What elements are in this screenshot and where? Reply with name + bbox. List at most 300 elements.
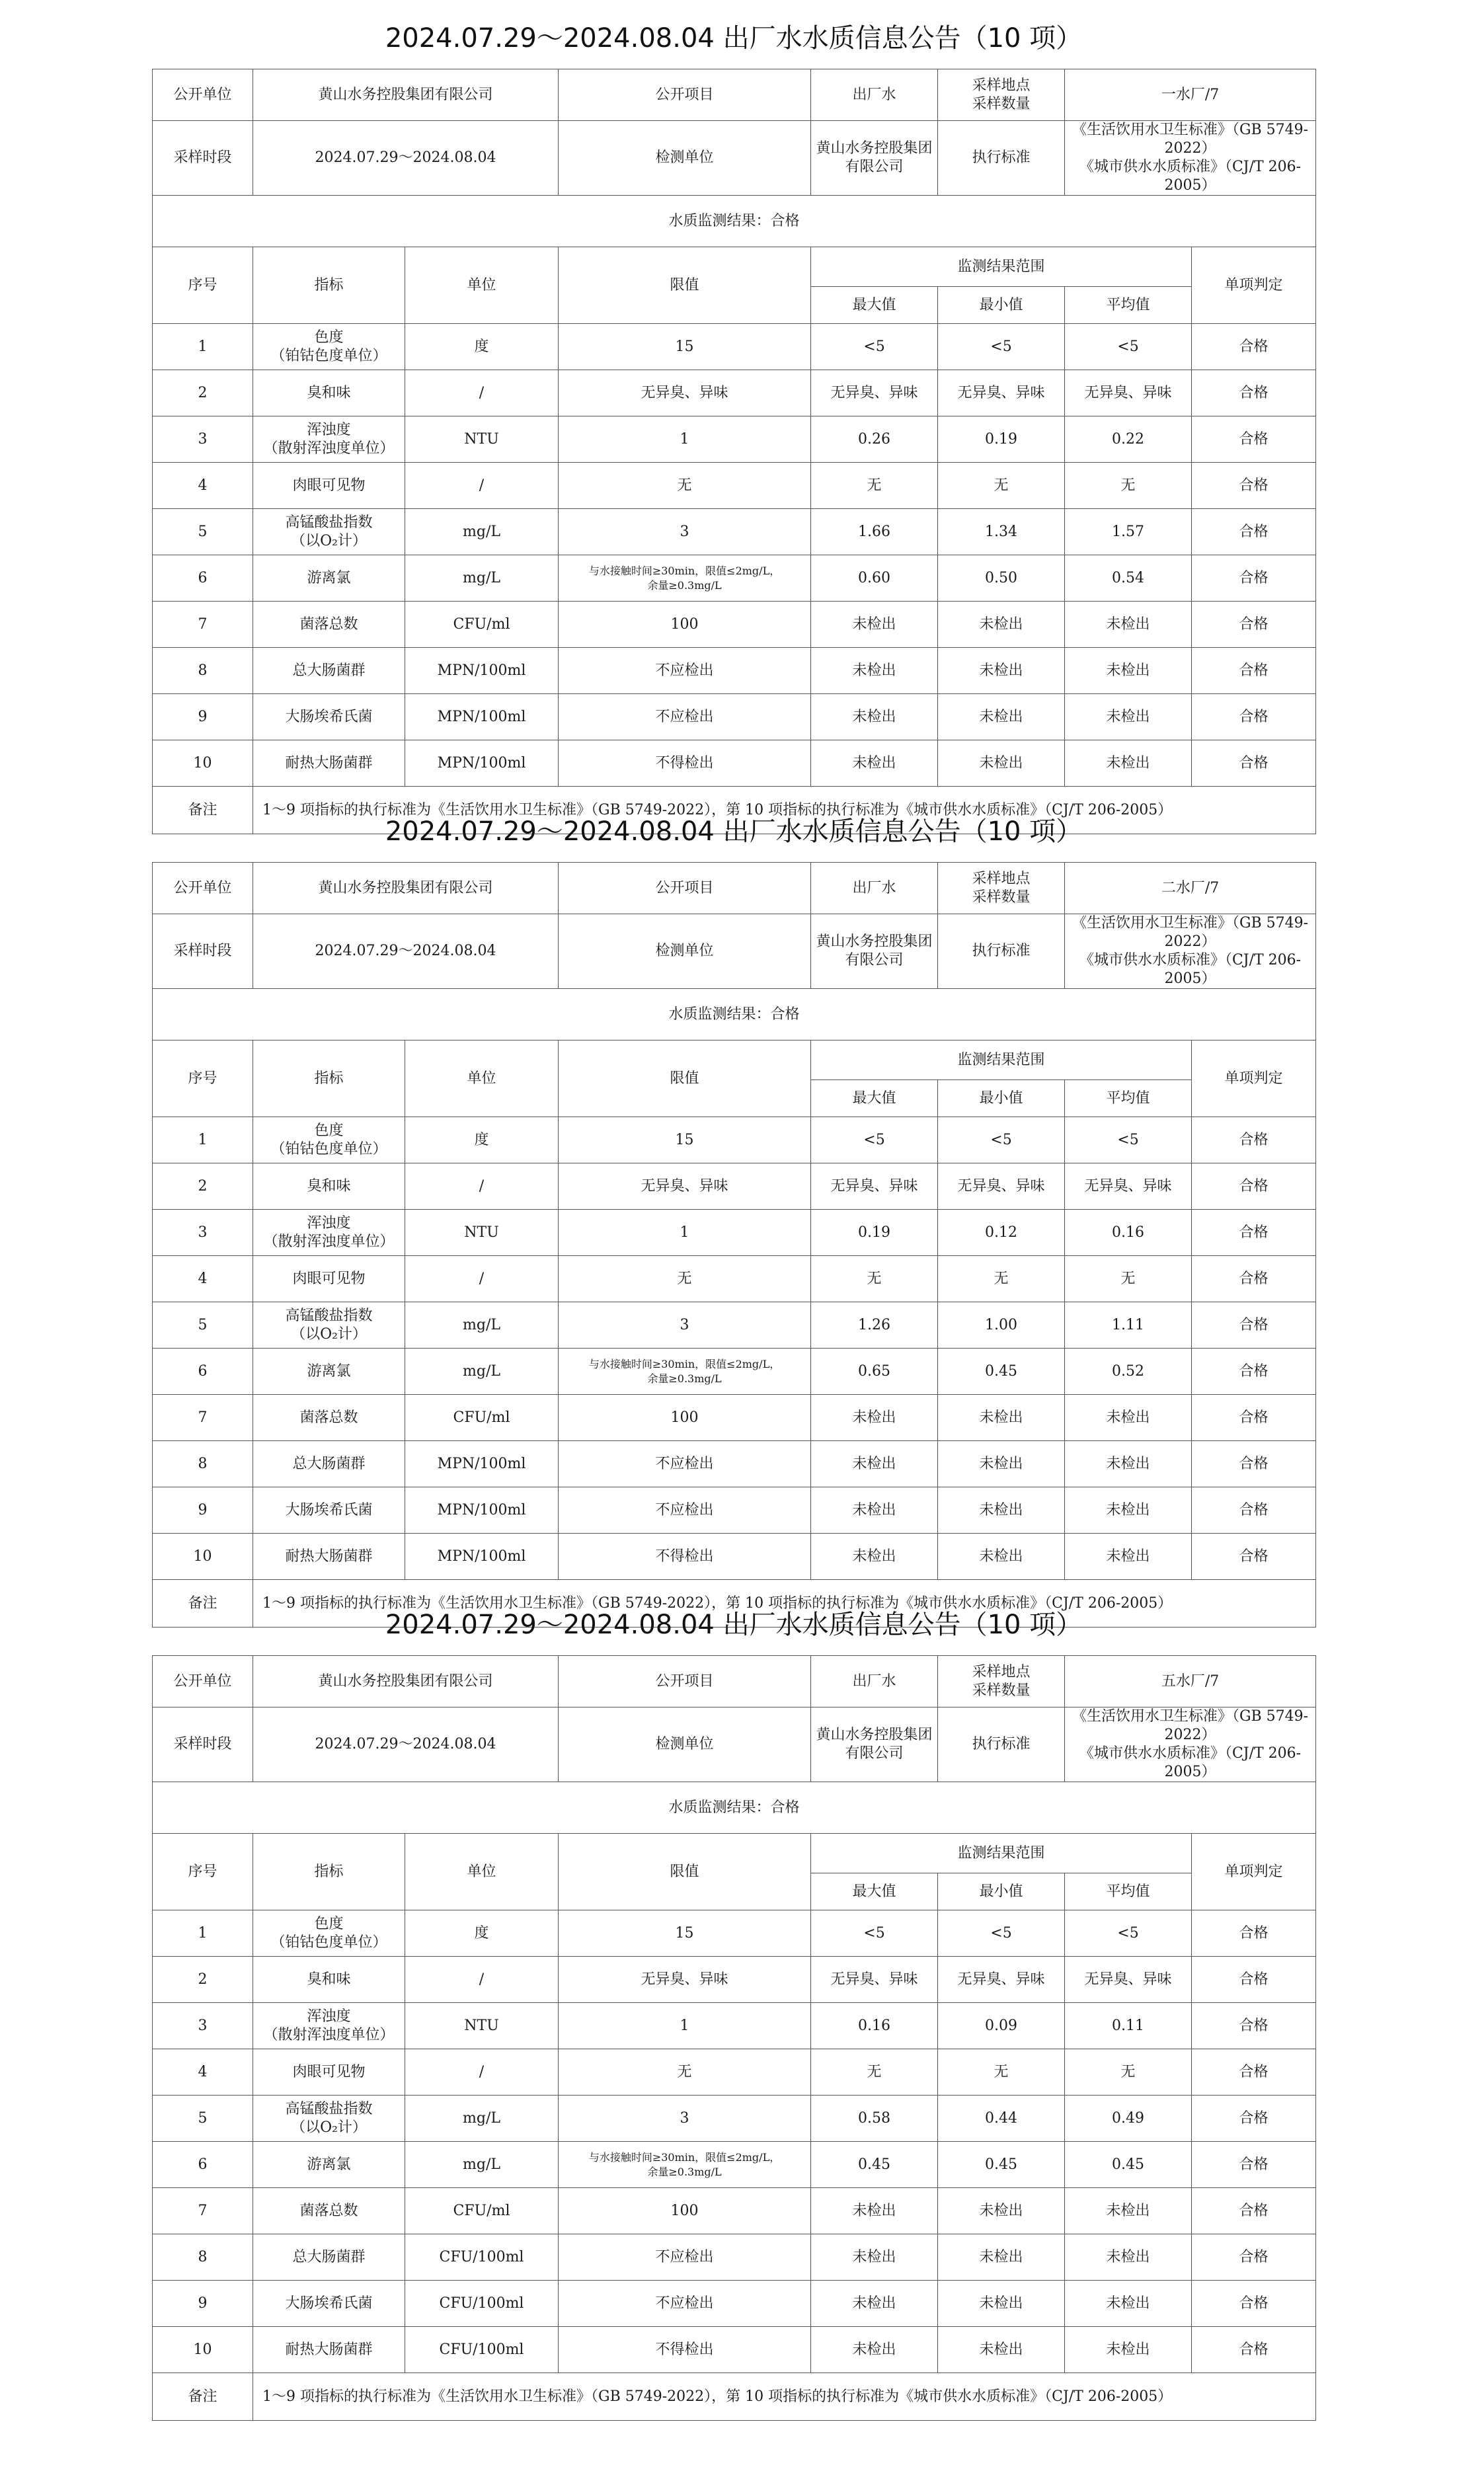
indicator-name: 浑浊度 bbox=[307, 2008, 351, 2025]
unit-cell: mg/L bbox=[405, 2096, 559, 2142]
max-value: 无异臭、异味 bbox=[811, 1957, 938, 2003]
row-index: 1 bbox=[153, 1910, 253, 1957]
limit-value: 15 bbox=[675, 338, 694, 355]
min-value: 0.09 bbox=[938, 2003, 1065, 2049]
limit-cell bbox=[559, 416, 811, 463]
limit-value: 3 bbox=[680, 523, 689, 540]
verdict: 合格 bbox=[1192, 2142, 1316, 2188]
indicator-name: 游离氯 bbox=[307, 1362, 351, 1380]
indicator-name: 总大肠菌群 bbox=[292, 2248, 366, 2265]
indicator-unit-note: （散射浑浊度单位） bbox=[263, 1233, 395, 1250]
period-label: 采样时段 bbox=[153, 1707, 253, 1782]
indicator-unit-note: （铂钴色度单位） bbox=[270, 1934, 387, 1951]
min-value: 1.00 bbox=[938, 1302, 1065, 1349]
table-row bbox=[153, 1395, 1316, 1441]
limit-cell bbox=[559, 1117, 811, 1163]
col-range: 监测结果范围 bbox=[811, 247, 1192, 287]
table-row bbox=[153, 2188, 1316, 2234]
min-value: 1.34 bbox=[938, 509, 1065, 555]
verdict: 合格 bbox=[1192, 2327, 1316, 2373]
test-unit-value: 黄山水务控股集团有限公司 bbox=[811, 1707, 938, 1782]
avg-value: 1.11 bbox=[1065, 1302, 1192, 1349]
max-value: 0.16 bbox=[811, 2003, 938, 2049]
publish-item-value: 出厂水 bbox=[811, 1656, 938, 1707]
publish-unit-value: 黄山水务控股集团有限公司 bbox=[253, 863, 559, 914]
publish-unit-label: 公开单位 bbox=[153, 1656, 253, 1707]
publish-unit-label: 公开单位 bbox=[153, 69, 253, 121]
limit-cell bbox=[559, 1395, 811, 1441]
row-index: 3 bbox=[153, 1210, 253, 1256]
limit-value: 与水接触时间≥30min，限值≤2mg/L， bbox=[588, 1357, 781, 1370]
table-row bbox=[153, 2327, 1316, 2373]
unit-cell: CFU/ml bbox=[405, 1395, 559, 1441]
limit-value: 1 bbox=[680, 1224, 689, 1241]
row-index: 9 bbox=[153, 694, 253, 740]
limit-cell bbox=[559, 740, 811, 787]
unit-cell: mg/L bbox=[405, 1349, 559, 1395]
remark-label: 备注 bbox=[153, 2373, 253, 2421]
unit-cell: 度 bbox=[405, 324, 559, 370]
max-value: 0.65 bbox=[811, 1349, 938, 1395]
result-row bbox=[153, 989, 1316, 1040]
indicator-name: 肉眼可见物 bbox=[292, 2063, 366, 2080]
verdict: 合格 bbox=[1192, 1302, 1316, 1349]
table-row bbox=[153, 648, 1316, 694]
row-index: 4 bbox=[153, 1256, 253, 1302]
col-indicator: 指标 bbox=[253, 247, 405, 324]
row-index: 7 bbox=[153, 602, 253, 648]
indicator-cell bbox=[253, 2234, 405, 2281]
indicator-cell bbox=[253, 1349, 405, 1395]
avg-value: <5 bbox=[1065, 1117, 1192, 1163]
max-value: 未检出 bbox=[811, 1395, 938, 1441]
period-value: 2024.07.29～2024.08.04 bbox=[253, 1707, 559, 1782]
col-min: 最小值 bbox=[938, 287, 1065, 324]
verdict: 合格 bbox=[1192, 2096, 1316, 2142]
header-row-period bbox=[153, 1707, 1316, 1782]
table-row bbox=[153, 1117, 1316, 1163]
column-header-row bbox=[153, 247, 1316, 287]
publish-item-value: 出厂水 bbox=[811, 863, 938, 914]
avg-value: 未检出 bbox=[1065, 602, 1192, 648]
table-row bbox=[153, 370, 1316, 416]
col-verdict: 单项判定 bbox=[1192, 1834, 1316, 1910]
limit-value: 不应检出 bbox=[655, 1455, 714, 1472]
min-value: 0.50 bbox=[938, 555, 1065, 602]
period-value: 2024.07.29～2024.08.04 bbox=[253, 121, 559, 196]
avg-value: <5 bbox=[1065, 324, 1192, 370]
limit-cell bbox=[559, 1163, 811, 1210]
remark-text: 1～9 项指标的执行标准为《生活饮用水卫生标准》（GB 5749-2022），第 10 项指标的执行标准为《城市供水水质标准》（CJ/T 206-2005） bbox=[253, 1580, 1316, 1628]
verdict: 合格 bbox=[1192, 463, 1316, 509]
min-value: 0.45 bbox=[938, 2142, 1065, 2188]
max-value: <5 bbox=[811, 1910, 938, 1957]
verdict: 合格 bbox=[1192, 648, 1316, 694]
avg-value: 未检出 bbox=[1065, 694, 1192, 740]
max-value: 无异臭、异味 bbox=[811, 1163, 938, 1210]
limit-value: 100 bbox=[670, 2202, 699, 2219]
row-index: 6 bbox=[153, 555, 253, 602]
column-header-row bbox=[153, 1040, 1316, 1080]
min-value: 无异臭、异味 bbox=[938, 1163, 1065, 1210]
indicator-cell bbox=[253, 1302, 405, 1349]
col-range: 监测结果范围 bbox=[811, 1834, 1192, 1873]
min-value: 无 bbox=[938, 463, 1065, 509]
avg-value: 未检出 bbox=[1065, 2281, 1192, 2327]
sample-value: 五水厂/7 bbox=[1065, 1656, 1316, 1707]
min-value: 未检出 bbox=[938, 1487, 1065, 1534]
unit-cell: MPN/100ml bbox=[405, 740, 559, 787]
min-value: 未检出 bbox=[938, 1395, 1065, 1441]
min-value: 0.19 bbox=[938, 416, 1065, 463]
indicator-cell bbox=[253, 1163, 405, 1210]
max-value: 无 bbox=[811, 2049, 938, 2096]
verdict: 合格 bbox=[1192, 1395, 1316, 1441]
unit-cell: NTU bbox=[405, 2003, 559, 2049]
limit-value: 15 bbox=[675, 1924, 694, 1941]
indicator-name: 臭和味 bbox=[307, 1177, 351, 1195]
col-indicator: 指标 bbox=[253, 1040, 405, 1117]
col-limit: 限值 bbox=[559, 1040, 811, 1117]
col-avg: 平均值 bbox=[1065, 1080, 1192, 1117]
unit-cell: / bbox=[405, 463, 559, 509]
row-index: 8 bbox=[153, 2234, 253, 2281]
table-row bbox=[153, 1957, 1316, 2003]
limit-cell bbox=[559, 2234, 811, 2281]
unit-cell: / bbox=[405, 2049, 559, 2096]
remark-text: 1～9 项指标的执行标准为《生活饮用水卫生标准》（GB 5749-2022），第 10 项指标的执行标准为《城市供水水质标准》（CJ/T 206-2005） bbox=[253, 787, 1316, 834]
indicator-unit-note: （铂钴色度单位） bbox=[270, 347, 387, 364]
indicator-cell bbox=[253, 1441, 405, 1487]
col-avg: 平均值 bbox=[1065, 287, 1192, 324]
report-title: 2024.07.29～2024.08.04 出厂水水质信息公告（10 项） bbox=[385, 23, 1083, 54]
verdict: 合格 bbox=[1192, 324, 1316, 370]
unit-cell: mg/L bbox=[405, 2142, 559, 2188]
period-label: 采样时段 bbox=[153, 121, 253, 196]
min-value: 未检出 bbox=[938, 602, 1065, 648]
row-index: 8 bbox=[153, 648, 253, 694]
indicator-cell bbox=[253, 1910, 405, 1957]
indicator-cell bbox=[253, 1395, 405, 1441]
limit-value: 与水接触时间≥30min，限值≤2mg/L， bbox=[588, 564, 781, 577]
min-value: 未检出 bbox=[938, 740, 1065, 787]
limit-cell bbox=[559, 2003, 811, 2049]
max-value: 未检出 bbox=[811, 648, 938, 694]
verdict: 合格 bbox=[1192, 555, 1316, 602]
limit-value: 不得检出 bbox=[655, 2341, 714, 2358]
result-row bbox=[153, 1782, 1316, 1834]
max-value: 未检出 bbox=[811, 694, 938, 740]
col-avg: 平均值 bbox=[1065, 1873, 1192, 1910]
publish-unit-value: 黄山水务控股集团有限公司 bbox=[253, 69, 559, 121]
indicator-name: 耐热大肠菌群 bbox=[285, 1548, 373, 1565]
indicator-cell bbox=[253, 370, 405, 416]
limit-cell bbox=[559, 2142, 811, 2188]
col-index: 序号 bbox=[153, 1834, 253, 1910]
result-row bbox=[153, 196, 1316, 247]
limit-cell bbox=[559, 648, 811, 694]
table-row bbox=[153, 1910, 1316, 1957]
avg-value: 0.16 bbox=[1065, 1210, 1192, 1256]
indicator-name: 高锰酸盐指数 bbox=[285, 514, 373, 531]
limit-value: 不应检出 bbox=[655, 1501, 714, 1518]
row-index: 4 bbox=[153, 2049, 253, 2096]
verdict: 合格 bbox=[1192, 2281, 1316, 2327]
limit-value: 3 bbox=[680, 2109, 689, 2127]
limit-value: 无 bbox=[677, 2063, 692, 2080]
verdict: 合格 bbox=[1192, 416, 1316, 463]
monitoring-result: 水质监测结果：合格 bbox=[153, 196, 1316, 247]
indicator-cell bbox=[253, 1957, 405, 2003]
verdict: 合格 bbox=[1192, 1117, 1316, 1163]
verdict: 合格 bbox=[1192, 1163, 1316, 1210]
table-row bbox=[153, 416, 1316, 463]
unit-cell: mg/L bbox=[405, 1302, 559, 1349]
indicator-name: 浑浊度 bbox=[307, 1214, 351, 1232]
indicator-name: 耐热大肠菌群 bbox=[285, 754, 373, 771]
standard-value: 《生活饮用水卫生标准》（GB 5749-2022） 《城市供水水质标准》（CJ/T 206-2005） bbox=[1065, 914, 1316, 989]
indicator-cell bbox=[253, 1487, 405, 1534]
max-value: 未检出 bbox=[811, 740, 938, 787]
max-value: 无异臭、异味 bbox=[811, 370, 938, 416]
monitoring-result: 水质监测结果：合格 bbox=[153, 989, 1316, 1040]
limit-cell bbox=[559, 2049, 811, 2096]
unit-cell: / bbox=[405, 370, 559, 416]
limit-cell bbox=[559, 555, 811, 602]
col-max: 最大值 bbox=[811, 1080, 938, 1117]
avg-value: 0.22 bbox=[1065, 416, 1192, 463]
row-index: 9 bbox=[153, 2281, 253, 2327]
indicator-cell bbox=[253, 1256, 405, 1302]
table-row bbox=[153, 2281, 1316, 2327]
table-row bbox=[153, 1349, 1316, 1395]
table-row bbox=[153, 2096, 1316, 2142]
limit-cell bbox=[559, 2281, 811, 2327]
min-value: 无 bbox=[938, 1256, 1065, 1302]
col-unit: 单位 bbox=[405, 1040, 559, 1117]
table-row bbox=[153, 2234, 1316, 2281]
unit-cell: MPN/100ml bbox=[405, 648, 559, 694]
col-verdict: 单项判定 bbox=[1192, 247, 1316, 324]
avg-value: 未检出 bbox=[1065, 1534, 1192, 1580]
row-index: 6 bbox=[153, 2142, 253, 2188]
min-value: 未检出 bbox=[938, 1534, 1065, 1580]
row-index: 8 bbox=[153, 1441, 253, 1487]
limit-cell bbox=[559, 1487, 811, 1534]
limit-value-line2: 余量≥0.3mg/L bbox=[647, 1372, 722, 1385]
publish-unit-value: 黄山水务控股集团有限公司 bbox=[253, 1656, 559, 1707]
indicator-name: 臭和味 bbox=[307, 1971, 351, 1988]
min-value: 未检出 bbox=[938, 694, 1065, 740]
table-row bbox=[153, 555, 1316, 602]
limit-value: 不应检出 bbox=[655, 2294, 714, 2312]
limit-value: 与水接触时间≥30min，限值≤2mg/L， bbox=[588, 2150, 781, 2164]
report-table bbox=[152, 69, 1316, 834]
indicator-unit-note: （散射浑浊度单位） bbox=[263, 440, 395, 457]
indicator-name: 浑浊度 bbox=[307, 421, 351, 438]
table-row bbox=[153, 2142, 1316, 2188]
limit-cell bbox=[559, 2096, 811, 2142]
indicator-name: 肉眼可见物 bbox=[292, 477, 366, 494]
avg-value: 未检出 bbox=[1065, 1441, 1192, 1487]
limit-cell bbox=[559, 1441, 811, 1487]
col-min: 最小值 bbox=[938, 1873, 1065, 1910]
row-index: 3 bbox=[153, 2003, 253, 2049]
header-row-publish bbox=[153, 1656, 1316, 1707]
limit-cell bbox=[559, 1349, 811, 1395]
limit-cell bbox=[559, 1256, 811, 1302]
unit-cell: CFU/ml bbox=[405, 602, 559, 648]
table-row bbox=[153, 694, 1316, 740]
table-row bbox=[153, 2003, 1316, 2049]
unit-cell: MPN/100ml bbox=[405, 1534, 559, 1580]
column-header-row bbox=[153, 1834, 1316, 1873]
avg-value: 未检出 bbox=[1065, 740, 1192, 787]
remark-text: 1～9 项指标的执行标准为《生活饮用水卫生标准》（GB 5749-2022），第 10 项指标的执行标准为《城市供水水质标准》（CJ/T 206-2005） bbox=[253, 2373, 1316, 2421]
indicator-cell bbox=[253, 2142, 405, 2188]
indicator-cell bbox=[253, 2096, 405, 2142]
row-index: 10 bbox=[153, 2327, 253, 2373]
avg-value: 无 bbox=[1065, 1256, 1192, 1302]
limit-cell bbox=[559, 2327, 811, 2373]
avg-value: 无异臭、异味 bbox=[1065, 1163, 1192, 1210]
verdict: 合格 bbox=[1192, 509, 1316, 555]
indicator-name: 菌落总数 bbox=[299, 615, 358, 633]
verdict: 合格 bbox=[1192, 1487, 1316, 1534]
indicator-cell bbox=[253, 2049, 405, 2096]
row-index: 5 bbox=[153, 509, 253, 555]
indicator-cell bbox=[253, 648, 405, 694]
avg-value: 无异臭、异味 bbox=[1065, 1957, 1192, 2003]
limit-value: 无异臭、异味 bbox=[641, 384, 728, 401]
limit-value: 不应检出 bbox=[655, 2248, 714, 2265]
verdict: 合格 bbox=[1192, 1256, 1316, 1302]
avg-value: 未检出 bbox=[1065, 648, 1192, 694]
avg-value: 0.54 bbox=[1065, 555, 1192, 602]
col-max: 最大值 bbox=[811, 1873, 938, 1910]
indicator-cell bbox=[253, 602, 405, 648]
unit-cell: MPN/100ml bbox=[405, 1487, 559, 1534]
row-index: 2 bbox=[153, 1957, 253, 2003]
table-row bbox=[153, 1534, 1316, 1580]
verdict: 合格 bbox=[1192, 1210, 1316, 1256]
table-row bbox=[153, 1210, 1316, 1256]
verdict: 合格 bbox=[1192, 1910, 1316, 1957]
max-value: 0.45 bbox=[811, 2142, 938, 2188]
verdict: 合格 bbox=[1192, 2234, 1316, 2281]
sample-label: 采样地点 采样数量 bbox=[938, 69, 1065, 121]
avg-value: 1.57 bbox=[1065, 509, 1192, 555]
verdict: 合格 bbox=[1192, 370, 1316, 416]
indicator-name: 高锰酸盐指数 bbox=[285, 2100, 373, 2117]
col-range: 监测结果范围 bbox=[811, 1040, 1192, 1080]
row-index: 3 bbox=[153, 416, 253, 463]
unit-cell: NTU bbox=[405, 416, 559, 463]
avg-value: 无异臭、异味 bbox=[1065, 370, 1192, 416]
table-row bbox=[153, 1441, 1316, 1487]
indicator-cell bbox=[253, 740, 405, 787]
table-row bbox=[153, 1163, 1316, 1210]
max-value: 无 bbox=[811, 463, 938, 509]
standard-value: 《生活饮用水卫生标准》（GB 5749-2022） 《城市供水水质标准》（CJ/T 206-2005） bbox=[1065, 121, 1316, 196]
table-row bbox=[153, 1302, 1316, 1349]
standard-label: 执行标准 bbox=[938, 1707, 1065, 1782]
limit-value: 无异臭、异味 bbox=[641, 1177, 728, 1195]
min-value: 未检出 bbox=[938, 1441, 1065, 1487]
verdict: 合格 bbox=[1192, 740, 1316, 787]
max-value: 未检出 bbox=[811, 602, 938, 648]
limit-cell bbox=[559, 370, 811, 416]
indicator-name: 总大肠菌群 bbox=[292, 662, 366, 679]
indicator-name: 肉眼可见物 bbox=[292, 1270, 366, 1287]
indicator-name: 游离氯 bbox=[307, 2156, 351, 2173]
table-row bbox=[153, 740, 1316, 787]
table-row bbox=[153, 1487, 1316, 1534]
avg-value: 未检出 bbox=[1065, 2327, 1192, 2373]
unit-cell: MPN/100ml bbox=[405, 694, 559, 740]
standard-value: 《生活饮用水卫生标准》（GB 5749-2022） 《城市供水水质标准》（CJ/T 206-2005） bbox=[1065, 1707, 1316, 1782]
publish-item-label: 公开项目 bbox=[559, 1656, 811, 1707]
row-index: 1 bbox=[153, 324, 253, 370]
limit-value: 不应检出 bbox=[655, 662, 714, 679]
min-value: 无异臭、异味 bbox=[938, 370, 1065, 416]
limit-cell bbox=[559, 1910, 811, 1957]
indicator-name: 耐热大肠菌群 bbox=[285, 2341, 373, 2358]
verdict: 合格 bbox=[1192, 2188, 1316, 2234]
sample-value: 二水厂/7 bbox=[1065, 863, 1316, 914]
publish-item-label: 公开项目 bbox=[559, 863, 811, 914]
verdict: 合格 bbox=[1192, 2003, 1316, 2049]
test-unit-value: 黄山水务控股集团有限公司 bbox=[811, 121, 938, 196]
table-row bbox=[153, 324, 1316, 370]
row-index: 5 bbox=[153, 1302, 253, 1349]
limit-value: 不应检出 bbox=[655, 708, 714, 725]
max-value: 0.19 bbox=[811, 1210, 938, 1256]
indicator-name: 菌落总数 bbox=[299, 1409, 358, 1426]
verdict: 合格 bbox=[1192, 602, 1316, 648]
col-index: 序号 bbox=[153, 1040, 253, 1117]
indicator-cell bbox=[253, 509, 405, 555]
max-value: 无 bbox=[811, 1256, 938, 1302]
verdict: 合格 bbox=[1192, 2049, 1316, 2096]
period-label: 采样时段 bbox=[153, 914, 253, 989]
verdict: 合格 bbox=[1192, 1349, 1316, 1395]
publish-item-label: 公开项目 bbox=[559, 69, 811, 121]
avg-value: 无 bbox=[1065, 463, 1192, 509]
test-unit-label: 检测单位 bbox=[559, 914, 811, 989]
unit-cell: / bbox=[405, 1163, 559, 1210]
report-table bbox=[152, 862, 1316, 1628]
publish-unit-label: 公开单位 bbox=[153, 863, 253, 914]
limit-value: 1 bbox=[680, 430, 689, 448]
max-value: 未检出 bbox=[811, 2327, 938, 2373]
row-index: 2 bbox=[153, 1163, 253, 1210]
report-title: 2024.07.29～2024.08.04 出厂水水质信息公告（10 项） bbox=[385, 1610, 1083, 1640]
row-index: 10 bbox=[153, 740, 253, 787]
limit-value: 无 bbox=[677, 1270, 692, 1287]
limit-cell bbox=[559, 1302, 811, 1349]
avg-value: 无 bbox=[1065, 2049, 1192, 2096]
col-index: 序号 bbox=[153, 247, 253, 324]
unit-cell: MPN/100ml bbox=[405, 1441, 559, 1487]
max-value: 未检出 bbox=[811, 1487, 938, 1534]
indicator-unit-note: （铂钴色度单位） bbox=[270, 1140, 387, 1157]
limit-value: 不得检出 bbox=[655, 1548, 714, 1565]
max-value: 0.60 bbox=[811, 555, 938, 602]
unit-cell: CFU/100ml bbox=[405, 2234, 559, 2281]
col-verdict: 单项判定 bbox=[1192, 1040, 1316, 1117]
sample-label: 采样地点 采样数量 bbox=[938, 1656, 1065, 1707]
